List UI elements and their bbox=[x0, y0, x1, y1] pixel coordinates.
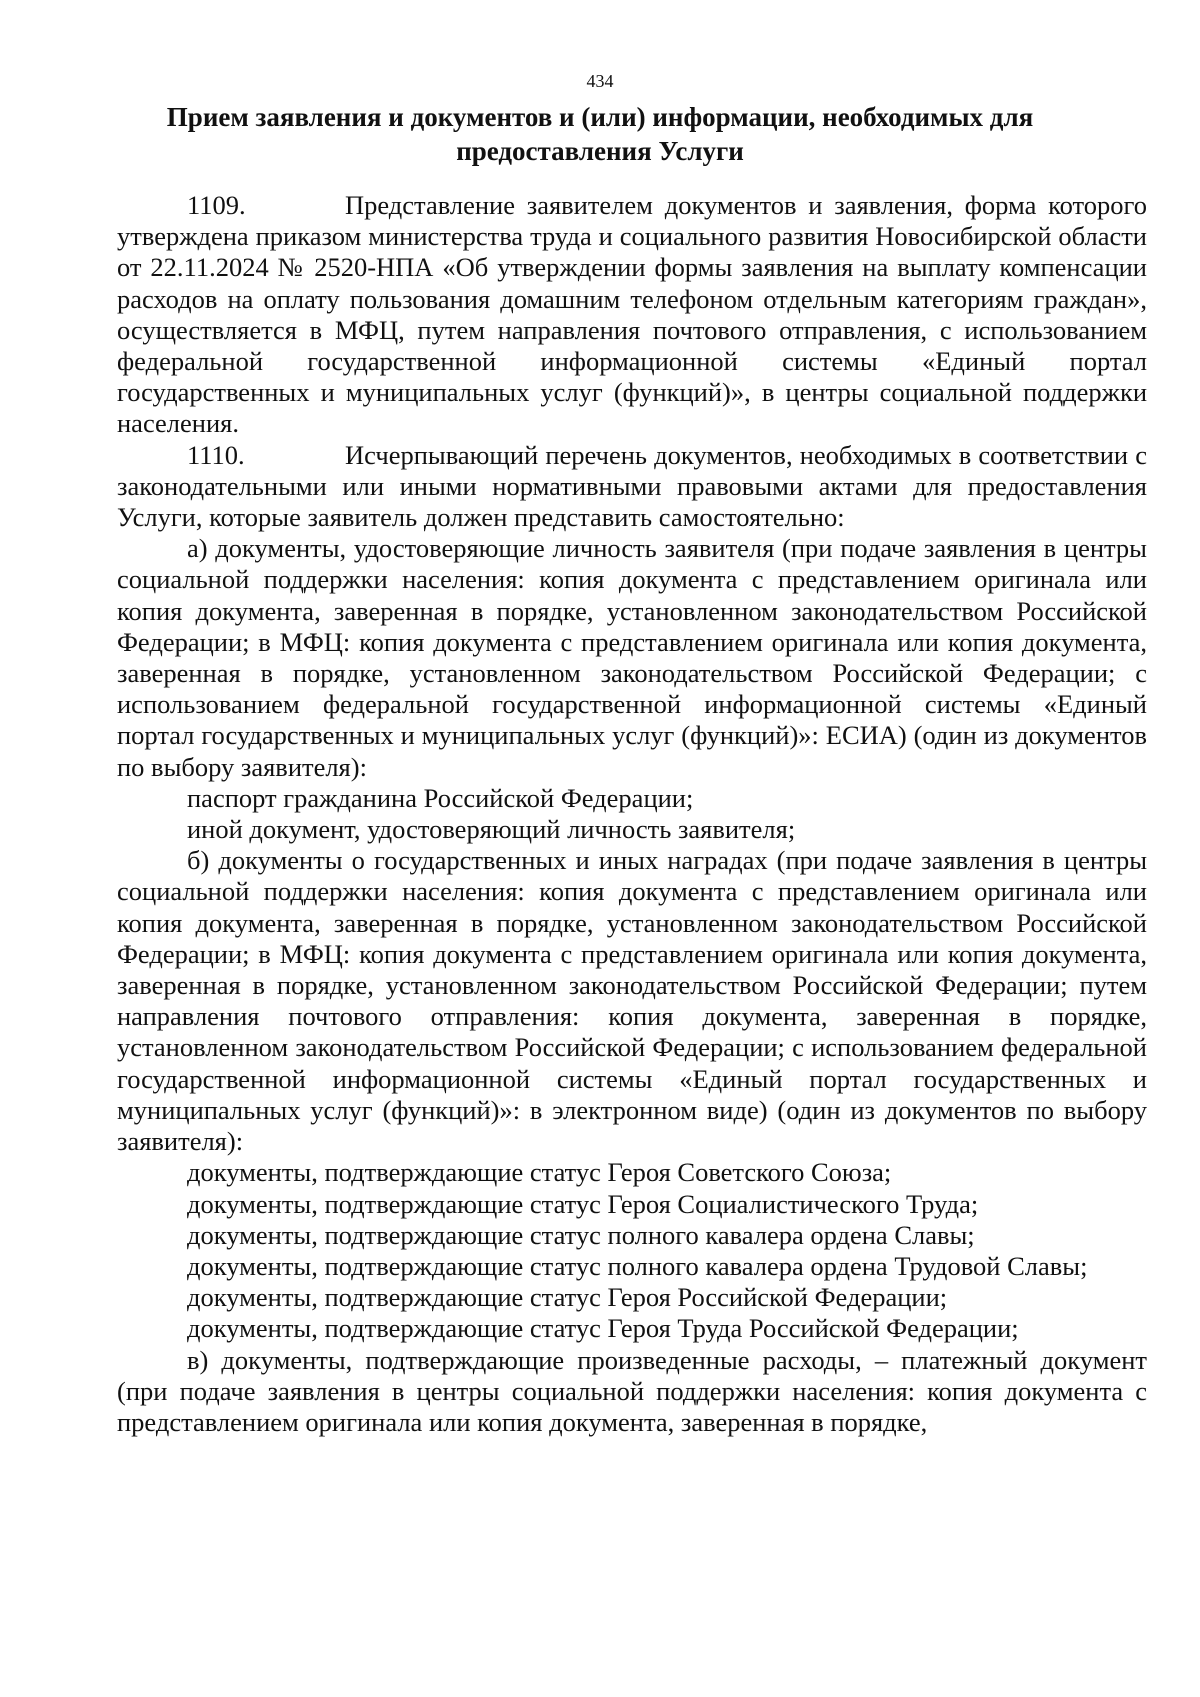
document-body bbox=[117, 190, 1147, 1438]
paragraph-1109 bbox=[117, 190, 1147, 440]
list-item: документы, подтверждающие статус полного кавалера ордена Трудовой Славы; bbox=[187, 1250, 1088, 1281]
list-item: паспорт гражданина Российской Федерации; bbox=[187, 782, 694, 813]
section-title-line-2: предоставления Услуги bbox=[456, 136, 744, 166]
paragraph-a: а) документы, удостоверяющие личность заявителя (при подаче заявления в центры социальной поддержки населения: копия документа с представлением оригинала или копия документа, заверенная в порядке, установленном законодательством Российской Федерации; в МФЦ: копия документа с представлением оригинала или копия документа, заверенная в порядке, установленном законодательством Российской Федерации; с использованием федеральной государственной информационной системы «Единый портал государственных и муниципальных услуг (функций)»: ЕСИА) (один из документов по выбору заявителя): bbox=[117, 533, 1147, 782]
list-item: документы, подтверждающие статус Героя Социалистического Труда; bbox=[187, 1188, 979, 1219]
section-title-line-1: Прием заявления и документов и (или) информации, необходимых для bbox=[166, 102, 1034, 132]
page-number: 434 bbox=[586, 71, 614, 91]
list-item: документы, подтверждающие статус Героя Российской Федерации; bbox=[187, 1282, 948, 1313]
paragraph-b: б) документы о государственных и иных наградах (при подаче заявления в центры социальной поддержки населения: копия документа с представлением оригинала или копия документа, заверенная в порядке, установленном законодательством Российской Федерации; в МФЦ: копия документа с представлением оригинала или копия документа, заверенная в порядке, установленном законодательством Российской Федерации; путем направления почтового отправления: копия документа, заверенная в порядке, установленном законодательством Российской Федерации; с использованием федеральной государственной информационной системы «Единый портал государственных и муниципальных услуг (функций)»: в электронном виде) (один из документов по выбору заявителя): bbox=[117, 845, 1147, 1157]
list-item: иной документ, удостоверяющий личность заявителя; bbox=[187, 814, 796, 845]
paragraph-1110 bbox=[117, 440, 1147, 534]
list-item: документы, подтверждающие статус Героя Советского Союза; bbox=[187, 1157, 892, 1188]
list-item: документы, подтверждающие статус Героя Труда Российской Федерации; bbox=[187, 1313, 1019, 1344]
paragraph-number: 1109. bbox=[187, 190, 246, 220]
paragraph-v: в) документы, подтверждающие произведенные расходы, – платежный документ (при подаче заявления в центры социальной поддержки населения: копия документа с представлением оригинала или копия документа, заверенная в порядке, bbox=[117, 1344, 1147, 1437]
paragraph-number: 1110. bbox=[187, 439, 245, 470]
section-title bbox=[150, 100, 1050, 168]
list-item: документы, подтверждающие статус полного кавалера ордена Славы; bbox=[187, 1219, 975, 1250]
paragraph-text: Исчерпывающий перечень документов, необходимых в соответствии с законодательными или иными нормативными правовыми актами для предоставления Услуги, которые заявитель должен представить самостоятельно: bbox=[117, 439, 1147, 533]
paragraph-text: Представление заявителем документов и заявления, форма которого утверждена приказом министерства труда и социального развития Новосибирской области от 22.11.2024 № 2520-НПА «Об утверждении формы заявления на выплату компенсации расходов на оплату пользования домашним телефоном отдельным категориям граждан», осуществляется в МФЦ, путем направления почтового отправления, с использованием федеральной государственной информационной системы «Единый портал государственных и муниципальных услуг (функций)», в центры социальной поддержки населения. bbox=[117, 190, 1147, 439]
